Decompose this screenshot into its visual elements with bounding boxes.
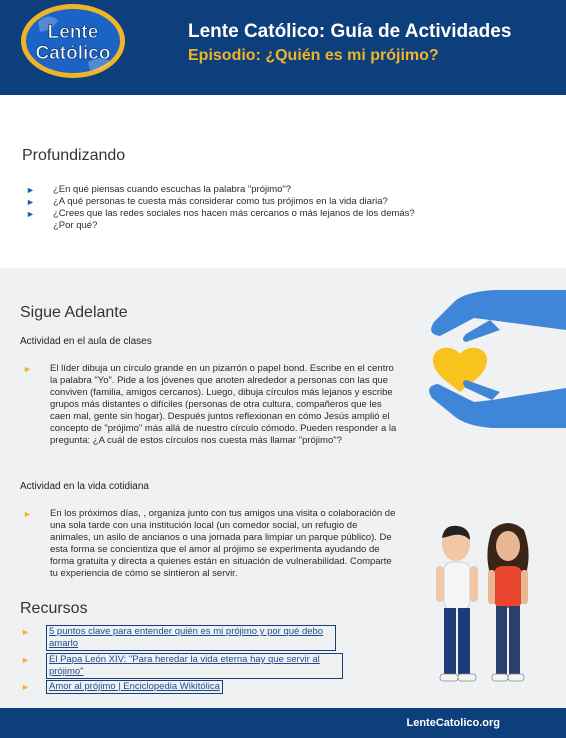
- question-list: [26, 184, 433, 232]
- triangle-right-icon: ►: [21, 682, 30, 692]
- resource-link-papa-leon[interactable]: El Papa León XIV: "Para heredar la vida eterna hay que servir al prójimo": [46, 653, 343, 679]
- page-footer: [0, 708, 566, 738]
- footer-website-link[interactable]: LenteCatolico.org: [406, 717, 500, 729]
- page-header: [0, 0, 566, 95]
- triangle-right-icon: ►: [26, 209, 35, 219]
- aula-activity-list: [23, 363, 402, 447]
- triangle-right-icon: ►: [23, 364, 32, 374]
- episode-title: Episodio: ¿Quién es mi prójimo?: [188, 47, 439, 64]
- list-item: ► ¿En qué piensas cuando escuchas la palabra "prójimo"?: [26, 184, 292, 195]
- woman-figure: [487, 523, 528, 681]
- hosts-illustration: [428, 522, 540, 690]
- list-item: ► En los próximos días, , organiza junto con tus amigos una visita o colaboración de una sola tarde con una institución local (un comedor social, un refugio de animales, un asilo de ancianos o una jornada para limpiar un parque público). De esta forma se concientiza que el amor al prójimo se experimenta ayudando de forma gratuita y directa a quienes están en situación de vulnerabilidad. Comparte tu experiencia de cómo se sintieron al servir.: [23, 508, 396, 579]
- hands-heart-illustration: [404, 290, 566, 428]
- logo-text-line2: Católico: [35, 43, 111, 64]
- resource-link-wikitolica[interactable]: Amor al prójimo | Enciclopedia Wikitólica: [46, 680, 223, 694]
- triangle-right-icon: ►: [21, 627, 30, 637]
- list-item: ► ¿A qué personas te cuesta más considerar como tus prójimos en la vida diaria?: [26, 196, 388, 207]
- section-title-sigue-adelante: Sigue Adelante: [20, 304, 128, 321]
- lente-catolico-logo: [18, 2, 128, 80]
- section-title-profundizando: Profundizando: [22, 147, 126, 164]
- triangle-right-icon: ►: [26, 197, 35, 207]
- logo-text-line1: Lente: [47, 22, 99, 43]
- triangle-right-icon: ►: [23, 509, 32, 519]
- section-title-recursos: Recursos: [20, 600, 88, 617]
- list-item: ► El líder dibuja un círculo grande en un pizarrón o papel bond. Escribe en el centro la palabra "Yo". Pide a los jóvenes que anoten alrededor a personas con las que conviven (familia, amigos cercanos). Luego, dibuja círculos más lejanos y escribe grupos más distantes o difíciles (personas de otra cultura, compañeros que les caen mal, gente sin hogar). Después juntos reflexionan en cómo Jesús amplió el concepto de "prójimo" más allá de nuestro círculo cómodo. Pueden responder a la pregunta: ¿A cuál de estos círculos nos cuesta más llamar "prójimo"?: [23, 363, 397, 446]
- resource-link-prójimo-article[interactable]: 5 puntos clave para entender quién es mi prójimo y por qué debo amarlo: [46, 625, 336, 651]
- subtitle-aula: Actividad en el aula de clases: [20, 336, 152, 347]
- triangle-right-icon: ►: [26, 185, 35, 195]
- cotidiana-activity-list: [23, 508, 398, 580]
- subtitle-cotidiana: Actividad en la vida cotidiana: [20, 481, 149, 492]
- man-figure: [436, 526, 478, 681]
- list-item: ► ¿Crees que las redes sociales nos hacen más cercanos o más lejanos de los demás? ¿Por qué?: [26, 208, 415, 231]
- triangle-right-icon: ►: [21, 655, 30, 665]
- page-title: Lente Católico: Guía de Actividades: [188, 21, 512, 42]
